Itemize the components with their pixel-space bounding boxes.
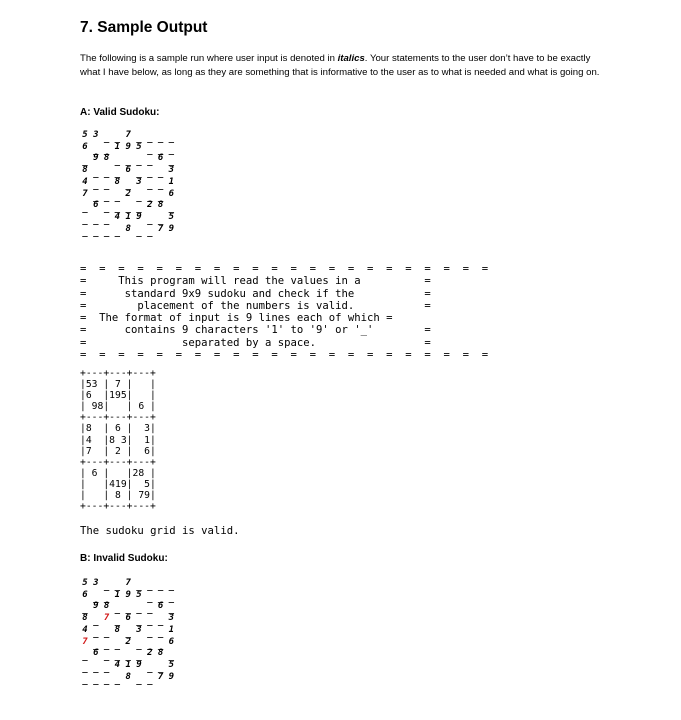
grid-cell: _	[136, 227, 142, 238]
grid-cell: _	[103, 593, 110, 604]
grid-cell: _	[136, 192, 142, 203]
grid-cell: 9	[125, 141, 131, 152]
grid-cell: _	[103, 675, 110, 686]
grid-cell: _	[125, 157, 131, 168]
grid-cell: _	[147, 157, 153, 168]
grid-cell: _	[103, 663, 110, 674]
grid-cell: _	[157, 582, 164, 592]
grid-cell: _	[147, 169, 153, 180]
grid-cell: 8	[82, 165, 88, 176]
grid-cell: 2	[125, 188, 131, 199]
grid-cell: 1	[114, 141, 121, 152]
grid-cell: _	[93, 169, 99, 180]
intro-text-before: The following is a sample run where user input is denoted in	[80, 53, 338, 64]
grid-cell: 6	[168, 188, 175, 199]
grid-cell: 1	[125, 659, 131, 670]
grid-cell: 2	[147, 200, 153, 211]
grid-cell: 8	[125, 223, 131, 234]
grid-cell: _	[93, 145, 99, 156]
grid-cell: _	[147, 134, 153, 144]
grid-cell: 4	[114, 659, 121, 670]
grid-cell: 1	[114, 589, 121, 600]
grid-cell: _	[114, 617, 121, 628]
grid-cell: _	[136, 157, 142, 168]
grid-cell: 4	[114, 211, 121, 222]
grid-cell: 5	[82, 130, 88, 140]
grid-cell: 5	[136, 589, 142, 600]
grid-cell: 6	[82, 589, 88, 600]
grid-cell: _	[168, 652, 175, 663]
grid-cell: 5	[168, 659, 175, 670]
grid-cell: _	[82, 605, 88, 616]
result-text: The sudoku grid is valid.	[80, 525, 240, 537]
grid-cell: _	[114, 652, 121, 663]
intro-paragraph	[80, 52, 602, 80]
grid-cell: _	[103, 628, 110, 639]
grid-cell: 3	[93, 130, 99, 140]
grid-cell: _	[157, 617, 164, 628]
grid-cell: _	[125, 652, 131, 663]
board-text: +---+---+---+ |53 | 7 | | |6 |195| | | 98| | 6 | +---+---+---+ |8 | 6 | 3| |4 |8 3| 1| |7 | 2 | 6| +---+---+---+ | 6 | |28 | | |419| 5| | | 8 | 79| +---+---+---+	[80, 368, 156, 513]
grid-cell: 9	[136, 659, 142, 670]
grid-cell: _	[103, 204, 110, 215]
grid-cell: _	[168, 204, 175, 215]
grid-cell: _	[93, 675, 99, 686]
grid-cell: 6	[168, 636, 175, 647]
grid-cell: _	[93, 628, 99, 639]
grid-cell: _	[125, 180, 131, 191]
grid-cell: 6	[157, 601, 164, 612]
grid-cell: _	[103, 192, 110, 203]
grid-cell: _	[103, 640, 110, 651]
grid-cell: _	[147, 192, 153, 203]
grid-cell: _	[93, 227, 99, 238]
grid-cell: 5	[168, 211, 175, 222]
grid-cell: 9	[93, 153, 99, 164]
grid-cell: _	[103, 582, 110, 592]
grid-cell: _	[168, 145, 175, 156]
grid-cell: 8	[103, 153, 110, 164]
grid-cell: _	[157, 180, 164, 191]
grid-cell: 8	[103, 601, 110, 612]
grid-cell: 7	[157, 671, 164, 682]
grid-cell: _	[157, 663, 164, 674]
grid-cell: 9	[168, 223, 175, 234]
grid-cell: _	[93, 215, 99, 226]
grid-cell: _	[114, 582, 121, 592]
grid-cell: _	[147, 227, 153, 238]
grid-cell: 2	[147, 648, 153, 659]
grid-cell: _	[125, 628, 131, 639]
grid-cell: 8	[157, 200, 164, 211]
grid-cell: _	[93, 617, 99, 628]
grid-cell: 4	[82, 176, 88, 187]
grid-cell: _	[114, 169, 121, 180]
grid-cell: _	[147, 628, 153, 639]
grid-cell: 6	[82, 141, 88, 152]
sudoku-board-output	[80, 368, 156, 512]
grid-cell: _	[103, 652, 110, 663]
grid-cell: _	[114, 134, 121, 144]
grid-cell: 4	[82, 624, 88, 635]
validation-result	[80, 525, 239, 537]
grid-cell: _	[157, 145, 164, 156]
grid-cell: _	[93, 640, 99, 651]
grid-cell: _	[82, 652, 88, 663]
program-banner	[80, 263, 489, 362]
grid-cell: 9	[125, 589, 131, 600]
grid-cell: _	[82, 157, 88, 168]
grid-cell: _	[125, 605, 131, 616]
grid-cell: 3	[168, 165, 175, 176]
grid-cell: _	[147, 617, 153, 628]
intro-italics-word: italics	[337, 53, 365, 64]
grid-cell: _	[103, 134, 110, 144]
grid-cell: 8	[114, 176, 121, 187]
grid-cell: _	[103, 227, 110, 238]
grid-cell: _	[147, 593, 153, 604]
grid-cell: _	[136, 582, 142, 592]
grid-cell: _	[147, 582, 153, 592]
grid-cell: _	[147, 640, 153, 651]
grid-cell: 7	[82, 188, 88, 199]
grid-cell: 3	[93, 578, 99, 588]
grid-cell: 5	[82, 578, 88, 588]
grid-cell: _	[103, 180, 110, 191]
grid-cell: _	[114, 605, 121, 616]
grid-cell: _	[136, 204, 142, 215]
grid-cell: 3	[136, 176, 142, 187]
grid-cell: 9	[168, 671, 175, 682]
banner-text: = = = = = = = = = = = = = = = = = = = = = = = This program will read the values in a = = standard 9x9 sudoku and check if the = = placement of the numbers is valid. = = The format of input is 9 lines each of which = = contains 9 characters '1' to '9' or '_' = = separated by a space. = = = = = = = = = = = = = = = = = = = = = = =	[80, 263, 489, 362]
grid-cell: _	[82, 204, 88, 215]
grid-cell: _	[168, 157, 175, 168]
grid-cell: _	[93, 593, 99, 604]
grid-cell: _	[157, 215, 164, 226]
grid-cell: 8	[82, 613, 88, 624]
grid-cell: _	[168, 134, 175, 144]
grid-cell: _	[114, 675, 121, 686]
grid-cell: 1	[168, 624, 175, 635]
grid-cell: _	[168, 593, 175, 604]
grid-cell: 6	[93, 648, 99, 659]
grid-cell: _	[136, 617, 142, 628]
grid-cell: 7	[103, 613, 110, 624]
grid-cell: 6	[125, 613, 131, 624]
grid-cell: _	[147, 145, 153, 156]
grid-cell: _	[114, 157, 121, 168]
grid-cell: _	[136, 134, 142, 144]
grid-cell: _	[136, 640, 142, 651]
grid-cell: _	[82, 663, 88, 674]
grid-cell: _	[103, 215, 110, 226]
grid-cell: _	[82, 215, 88, 226]
grid-cell: _	[93, 180, 99, 191]
grid-cell: 5	[136, 141, 142, 152]
grid-cell: _	[168, 605, 175, 616]
grid-cell: 7	[157, 223, 164, 234]
grid-cell: _	[125, 204, 131, 215]
grid-cell: 7	[82, 636, 88, 647]
grid-cell: _	[147, 605, 153, 616]
grid-cell: _	[157, 169, 164, 180]
grid-cell: _	[114, 192, 121, 203]
grid-cell: 7	[125, 578, 131, 588]
grid-cell: 7	[125, 130, 131, 140]
intro-text-after: . Your statements to the user don’t have to be exactly what I have below, as long as they are something that is informative to the user as to what is needed and what is going on.	[80, 53, 600, 78]
grid-cell: 1	[168, 176, 175, 187]
grid-cell: _	[157, 192, 164, 203]
grid-cell: _	[93, 663, 99, 674]
grid-cell: _	[168, 582, 175, 592]
grid-cell: _	[157, 628, 164, 639]
grid-cell: _	[157, 134, 164, 144]
grid-cell: _	[114, 640, 121, 651]
grid-cell: 8	[114, 624, 121, 635]
grid-cell: 3	[168, 613, 175, 624]
grid-cell: _	[136, 169, 142, 180]
grid-cell: _	[114, 204, 121, 215]
grid-cell: _	[147, 215, 153, 226]
grid-cell: 1	[125, 211, 131, 222]
grid-cell: 2	[125, 636, 131, 647]
grid-cell: _	[157, 640, 164, 651]
grid-cell: 6	[125, 165, 131, 176]
grid-cell: _	[93, 192, 99, 203]
grid-cell: 9	[136, 211, 142, 222]
grid-cell: _	[103, 145, 110, 156]
grid-cell: _	[136, 652, 142, 663]
grid-cell: _	[82, 227, 88, 238]
grid-cell: _	[136, 675, 142, 686]
grid-cell: _	[157, 593, 164, 604]
grid-cell: 6	[157, 153, 164, 164]
grid-cell: 9	[93, 601, 99, 612]
grid-cell: 8	[125, 671, 131, 682]
grid-cell: 3	[136, 624, 142, 635]
grid-cell: _	[136, 605, 142, 616]
grid-cell: 6	[93, 200, 99, 211]
grid-cell: _	[147, 663, 153, 674]
grid-cell: _	[114, 227, 121, 238]
grid-cell: _	[82, 675, 88, 686]
grid-cell: _	[147, 675, 153, 686]
grid-cell: _	[147, 180, 153, 191]
grid-cell: 8	[157, 648, 164, 659]
grid-cell: _	[103, 169, 110, 180]
section-b-title: B: Invalid Sudoku:	[80, 553, 168, 564]
section-heading: 7. Sample Output	[80, 19, 208, 36]
section-a-title: A: Valid Sudoku:	[80, 107, 160, 118]
